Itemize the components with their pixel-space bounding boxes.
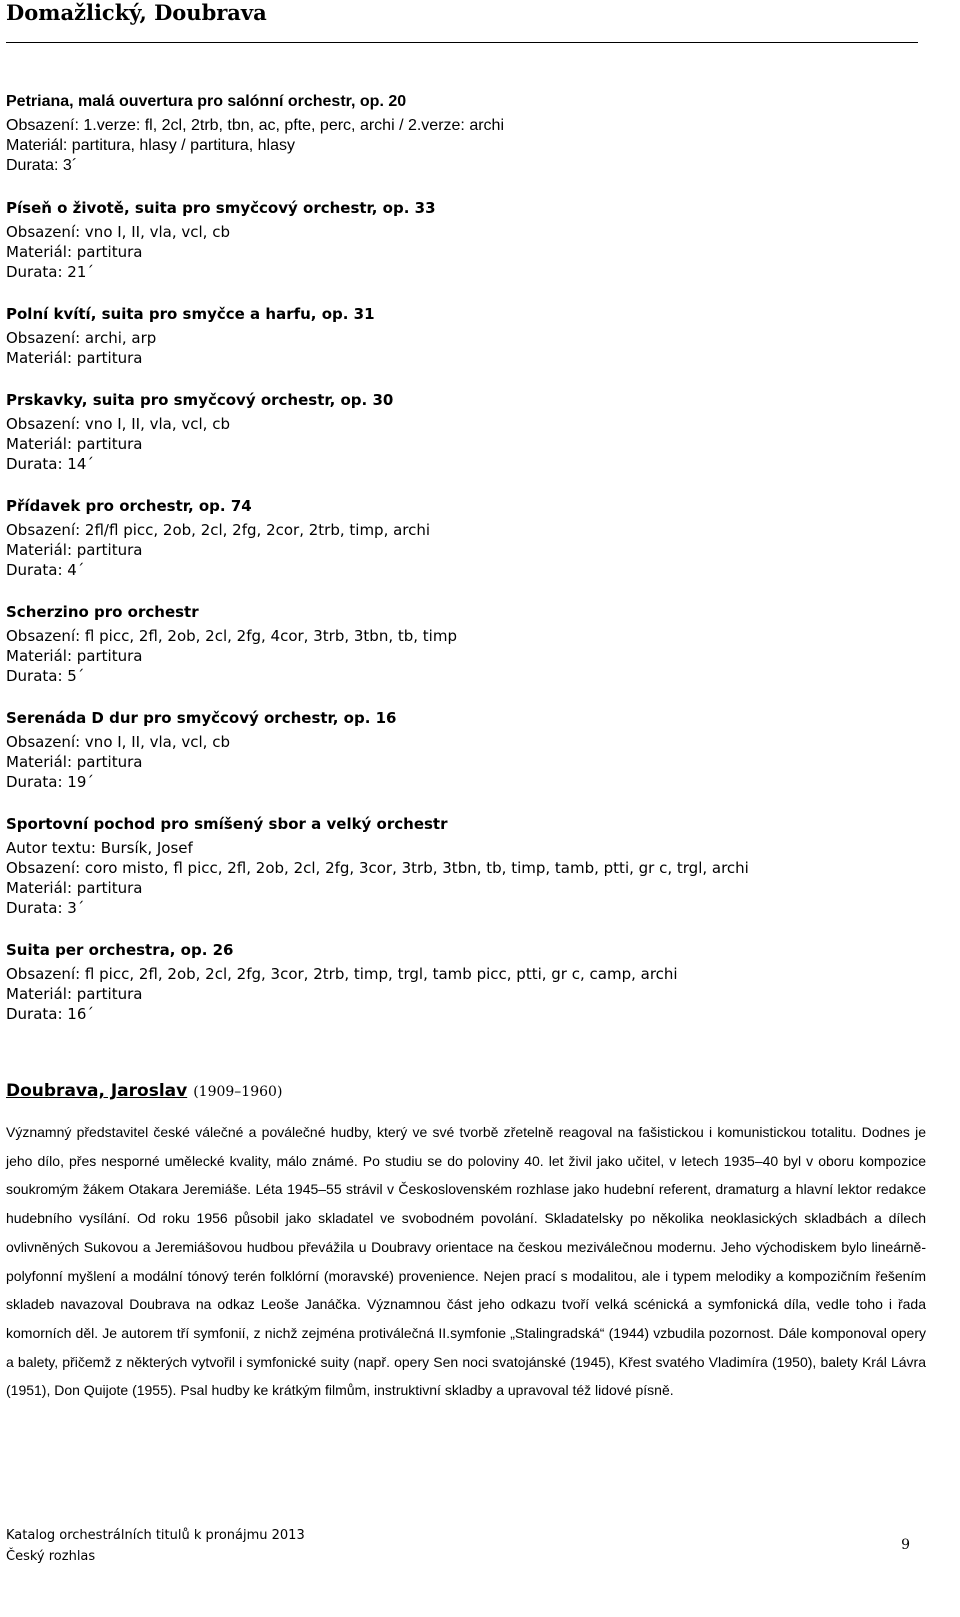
work-title: Přídavek pro orchestr, op. 74 bbox=[6, 497, 252, 515]
work-detail-line: Durata: 19´ bbox=[6, 773, 94, 791]
work-entry bbox=[6, 708, 926, 792]
works-list bbox=[6, 92, 926, 1046]
work-title: Píseň o životě, suita pro smyčcový orchestr, op. 33 bbox=[6, 199, 436, 217]
work-entry bbox=[6, 496, 926, 580]
work-detail-line: Materiál: partitura bbox=[6, 435, 143, 453]
work-detail-line: Durata: 16´ bbox=[6, 1005, 94, 1023]
composer-biography bbox=[6, 1076, 926, 1405]
work-detail-line: Obsazení: fl picc, 2fl, 2ob, 2cl, 2fg, 4cor, 3trb, 3tbn, tb, timp bbox=[6, 627, 457, 645]
work-detail-line: Materiál: partitura bbox=[6, 349, 143, 367]
work-title: Prskavky, suita pro smyčcový orchestr, op. 30 bbox=[6, 391, 394, 409]
work-title: Polní kvítí, suita pro smyčce a harfu, op. 31 bbox=[6, 305, 375, 323]
work-detail-line: Materiál: partitura bbox=[6, 243, 143, 261]
footer-publisher: Český rozhlas bbox=[6, 1549, 96, 1564]
work-detail-line: Obsazení: fl picc, 2fl, 2ob, 2cl, 2fg, 3cor, 2trb, timp, trgl, tamb picc, ptti, gr c, camp, archi bbox=[6, 965, 678, 983]
work-title: Serenáda D dur pro smyčcový orchestr, op. 16 bbox=[6, 709, 397, 727]
work-detail-line: Obsazení: vno I, II, vla, vcl, cb bbox=[6, 733, 230, 751]
work-detail-line: Materiál: partitura bbox=[6, 985, 143, 1003]
work-entry bbox=[6, 390, 926, 474]
work-title: Suita per orchestra, op. 26 bbox=[6, 941, 234, 959]
work-detail-line: Materiál: partitura, hlasy / partitura, hlasy bbox=[6, 137, 296, 154]
work-detail-line: Obsazení: vno I, II, vla, vcl, cb bbox=[6, 415, 230, 433]
header-divider bbox=[6, 42, 918, 43]
work-detail-line: Obsazení: coro misto, fl picc, 2fl, 2ob, 2cl, 2fg, 3cor, 3trb, 3tbn, tb, timp, tamb, ptti, gr c, trgl, archi bbox=[6, 859, 749, 877]
work-entry bbox=[6, 602, 926, 686]
work-title: Sportovní pochod pro smíšený sbor a velký orchestr bbox=[6, 815, 448, 833]
work-detail-line: Materiál: partitura bbox=[6, 647, 143, 665]
page-header-title: Domažlický, Doubrava bbox=[6, 0, 267, 25]
footer-catalog-title: Katalog orchestrálních titulů k pronájmu 2013 bbox=[6, 1528, 305, 1543]
biography-paragraph: Významný představitel české válečné a poválečné hudby, který ve své tvorbě zřetelně reagoval na fašistickou i komunistickou totalitu. Dodnes je jeho dílo, přes nesporné umělecké kvality, málo známé. Po studiu se do poloviny 40. let živil jako učitel, v letech 1935–40 byl v oboru kompozice soukromým žákem Otakara Jeremiáše. Léta 1945–55 strávil v Československém rozhlase jako hudební referent, dramaturg a hlavní lektor redakce hudebního vysílání. Od roku 1956 působil jako skladatel ve svobodném povolání. Skladatelsky po několika neoklasických skladbách a dílech ovlivněných Sukovou a Jeremiášovou hudbou převážila u Doubravy orientace na českou meziválečnou modernu. Jeho východiskem bylo lineárně-polyfonní myšlení a modální tónový terén folklórní (moravské) provenience. Nejen prací s modalitou, ale i typem melodiky a kompozičním řešením skladeb navazoval Doubrava na odkaz Leoše Janáčka. Významnou část jeho odkazu tvoří velká scénická a symfonická díla, vedle toho i řada komorních děl. Je autorem tří symfonií, z nichž zejména protiválečná II.symfonie „Stalingradská“ (1944) vzbudila pozornost. Dále komponoval opery a balety, přičemž z některých vytvořil i symfonické suity (např. opery Sen noci svatojánské (1945), Křest svatého Vladimíra (1950), balety Král Lávra (1951), Don Quijote (1955). Psal hudby ke krátkým filmům, instruktivní skladby a upravoval též lidové písně. bbox=[6, 1124, 926, 1399]
work-detail-line: Durata: 21´ bbox=[6, 263, 94, 281]
work-entry bbox=[6, 814, 926, 918]
work-entry bbox=[6, 940, 926, 1024]
work-entry bbox=[6, 304, 926, 368]
work-detail-line: Materiál: partitura bbox=[6, 753, 143, 771]
work-detail-line: Durata: 14´ bbox=[6, 455, 94, 473]
work-detail-line: Obsazení: vno I, II, vla, vcl, cb bbox=[6, 223, 230, 241]
work-detail-line: Obsazení: 2fl/fl picc, 2ob, 2cl, 2fg, 2cor, 2trb, timp, archi bbox=[6, 521, 431, 539]
composer-name: Doubrava, Jaroslav bbox=[6, 1081, 188, 1101]
work-detail-line: Durata: 3´ bbox=[6, 157, 78, 174]
work-title: Scherzino pro orchestr bbox=[6, 603, 199, 621]
work-detail-line: Durata: 4´ bbox=[6, 561, 85, 579]
work-detail-line: Materiál: partitura bbox=[6, 879, 143, 897]
work-detail-line: Obsazení: 1.verze: fl, 2cl, 2trb, tbn, ac, pfte, perc, archi / 2.verze: archi bbox=[6, 117, 504, 134]
work-detail-line: Durata: 3´ bbox=[6, 899, 85, 917]
composer-heading bbox=[6, 1076, 926, 1106]
work-entry bbox=[6, 198, 926, 282]
work-title: Petriana, malá ouvertura pro salónní orchestr, op. 20 bbox=[6, 93, 407, 110]
work-detail-line: Materiál: partitura bbox=[6, 541, 143, 559]
page-number: 9 bbox=[901, 1537, 910, 1553]
work-detail-line: Durata: 5´ bbox=[6, 667, 85, 685]
work-detail-line: Obsazení: archi, arp bbox=[6, 329, 157, 347]
work-entry bbox=[6, 92, 926, 176]
composer-years: (1909–1960) bbox=[193, 1084, 283, 1100]
work-detail-line: Autor textu: Bursík, Josef bbox=[6, 839, 193, 857]
page-footer bbox=[6, 1525, 926, 1567]
